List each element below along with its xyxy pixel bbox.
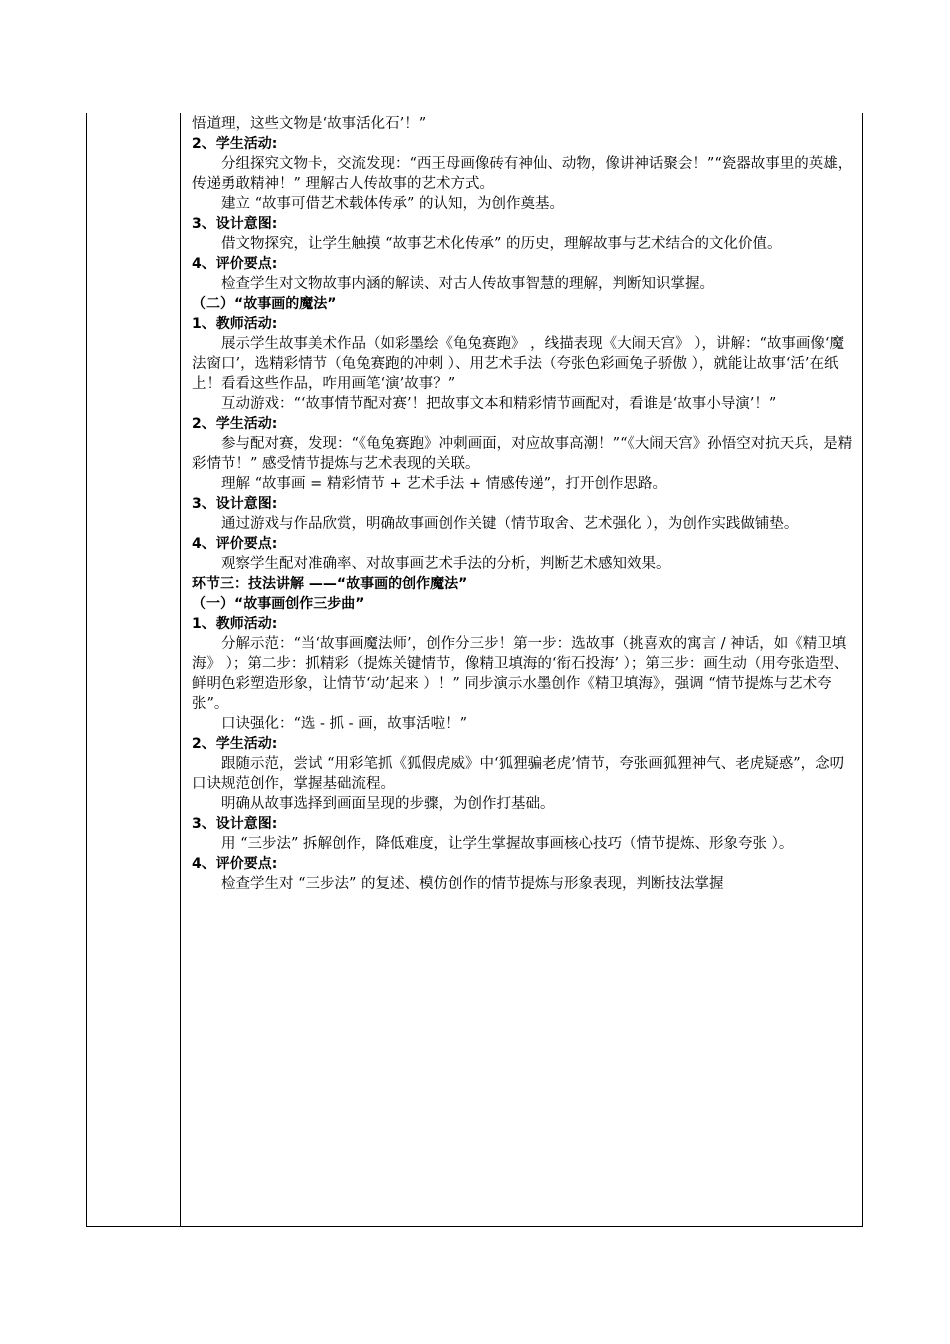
stage-title: 环节三：技法讲解 ——“故事画的创作魔法” bbox=[192, 576, 468, 592]
paragraph: 理解 “故事画 = 精彩情节 + 艺术手法 + 情感传递”，打开创作思路。 bbox=[221, 476, 668, 492]
section-heading: 1、教师活动: bbox=[192, 616, 278, 632]
section-heading: 3、设计意图: bbox=[192, 216, 278, 232]
section-heading: 2、学生活动: bbox=[192, 736, 278, 752]
section-heading: 2、学生活动: bbox=[192, 416, 278, 432]
paragraph: 用 “三步法” 拆解创作，降低难度，让学生掌握故事画核心技巧（情节提炼、形象夸张 ）。 bbox=[221, 836, 794, 852]
section-heading: 2、学生活动: bbox=[192, 136, 278, 152]
paragraph: 观察学生配对准确率、对故事画艺术手法的分析，判断艺术感知效果。 bbox=[221, 556, 671, 572]
paragraph: 跟随示范，尝试 “用彩笔抓《狐假虎威》中‘狐狸骗老虎’情节，夸张画狐狸神气、老虎疑惑”，念叨口诀规范创作，掌握基础流程。 bbox=[192, 756, 845, 792]
subsection-title: （一）“故事画创作三步曲” bbox=[192, 596, 365, 612]
paragraph: 悟道理，这些文物是‘故事活化石’！” bbox=[192, 116, 427, 132]
section-heading: 4、评价要点: bbox=[192, 856, 278, 872]
section-heading: 4、评价要点: bbox=[192, 256, 278, 272]
paragraph: 通过游戏与作品欣赏，明确故事画创作关键（情节取舍、艺术强化 ），为创作实践做铺垫。 bbox=[221, 516, 799, 532]
paragraph: 展示学生故事美术作品（如彩墨绘《龟兔赛跑》 ，线描表现《大闹天宫》 ），讲解：“故事画像‘魔法窗口’，选精彩情节（龟兔赛跑的冲刺 ）、用艺术手法（夸张色彩画兔子骄傲 ），就能让故事‘活’在纸上！看看这些作品，咋用画笔‘演’故事？” bbox=[192, 336, 844, 392]
paragraph: 检查学生对文物故事内涵的解读、对古人传故事智慧的理解，判断知识掌握。 bbox=[221, 276, 714, 292]
paragraph: 借文物探究，让学生触摸 “故事艺术化传承” 的历史，理解故事与艺术结合的文化价值。 bbox=[221, 236, 782, 252]
paragraph: 参与配对赛，发现：“《龟兔赛跑》冲刺画面，对应故事高潮！”“《大闹天宫》孙悟空对抗天兵，是精彩情节！” 感受情节提炼与艺术表现的关联。 bbox=[192, 436, 853, 472]
paragraph: 明确从故事选择到画面呈现的步骤，为创作打基础。 bbox=[221, 796, 555, 812]
paragraph: 互动游戏：“‘故事情节配对赛’！把故事文本和精彩情节画配对，看谁是‘故事小导演’！” bbox=[221, 396, 777, 412]
subsection-title: （二）“故事画的魔法” bbox=[192, 296, 337, 312]
paragraph: 分解示范：“当‘故事画魔法师’，创作分三步！第一步：选故事（挑喜欢的寓言 / 神话，如《精卫填海》 ）；第二步：抓精彩（提炼关键情节，像精卫填海的‘衔石投海’ ）；第三步：画生动（用夸张造型、鲜明色彩塑造形象，让情节‘动’起来 ）！” 同步演示水墨创作《精卫填海》，强调 “情节提炼与艺术夸张”。 bbox=[192, 636, 849, 712]
paragraph: 口诀强化：“选 - 抓 - 画，故事活啦！” bbox=[221, 716, 468, 732]
lesson-plan-content bbox=[192, 114, 856, 894]
section-heading: 3、设计意图: bbox=[192, 816, 278, 832]
table-column-divider bbox=[180, 113, 181, 1227]
paragraph: 检查学生对 “三步法” 的复述、模仿创作的情节提炼与形象表现，判断技法掌握 bbox=[221, 876, 724, 892]
paragraph: 建立 “故事可借艺术载体传承” 的认知，为创作奠基。 bbox=[221, 196, 565, 212]
paragraph: 分组探究文物卡，交流发现：“西王母画像砖有神仙、动物，像讲神话聚会！”“瓷器故事里的英雄，传递勇敢精神！” 理解古人传故事的艺术方式。 bbox=[192, 156, 853, 192]
section-heading: 3、设计意图: bbox=[192, 496, 278, 512]
section-heading: 1、教师活动: bbox=[192, 316, 278, 332]
section-heading: 4、评价要点: bbox=[192, 536, 278, 552]
